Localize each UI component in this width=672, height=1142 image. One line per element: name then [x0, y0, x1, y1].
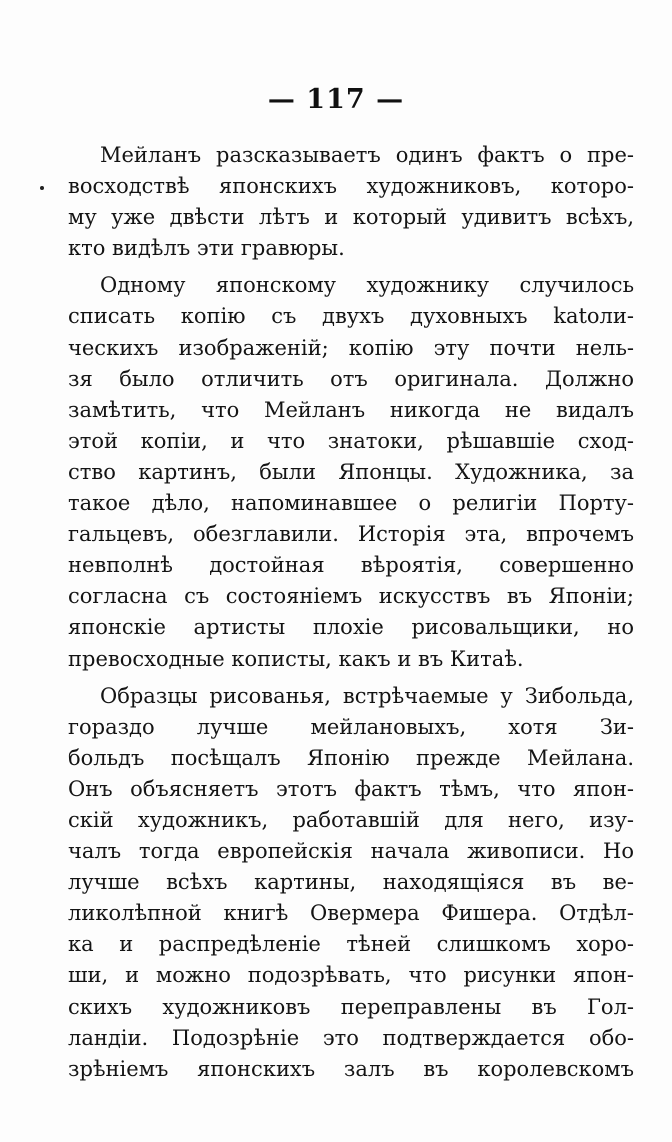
- text-line: гораздо лучше мейлановыхъ, хотя Зи-: [68, 714, 634, 739]
- text-line: зя было отличить отъ оригинала. Должно: [68, 366, 634, 391]
- text-line: восходствѣ японскихъ художниковъ, которо-: [68, 174, 634, 199]
- text-line: ческихъ изображеній; копію эту почти нель-: [68, 335, 634, 360]
- text-line: такое дѣло, напоминавшее о религіи Порту-: [68, 491, 634, 516]
- text-line: ши, и можно подозрѣвать, что рисунки япон-: [68, 963, 634, 988]
- text-line: больдъ посѣщалъ Японію прежде Мейлана.: [68, 745, 634, 770]
- text-line: ликолѣпной книгѣ Овермера Фишера. Отдѣл-: [68, 901, 634, 926]
- text-line: Одному японскому художнику случилось: [100, 273, 634, 298]
- text-line: ландіи. Подозрѣніе это подтверждается обо-: [68, 1025, 634, 1050]
- text-line: Онъ объясняетъ этотъ фактъ тѣмъ, что япон-: [68, 776, 634, 801]
- text-line: превосходные кописты, какъ и въ Китаѣ.: [68, 646, 524, 671]
- text-line: Образцы рисованья, встрѣчаемые у Зибольда,: [100, 683, 634, 708]
- body-text: [68, 140, 634, 1085]
- text-line: японскіе артисты плохіе рисовальщики, но: [68, 615, 634, 640]
- text-line: Мейланъ разсказываетъ одинъ фактъ о пре-: [100, 143, 634, 167]
- text-line: этой копіи, и что знатоки, рѣшавшіе сход-: [68, 428, 634, 453]
- text-line: ка и распредѣленіе тѣней слишкомъ хоро-: [68, 932, 634, 957]
- page-number: — 117 —: [267, 84, 405, 115]
- text-line: скихъ художниковъ переправлены въ Гол-: [68, 994, 634, 1019]
- text-line: чалъ тогда европейскія начала живописи. Но: [68, 839, 634, 864]
- text-line: му уже двѣсти лѣтъ и который удивитъ всѣхъ,: [68, 205, 634, 230]
- paragraph-1: [68, 140, 634, 264]
- text-line: ство картинъ, были Японцы. Художника, за: [68, 459, 634, 484]
- text-line: согласна съ состояніемъ искусствъ въ Японіи;: [68, 584, 634, 609]
- text-line: скій художникъ, работавшій для него, изу-: [68, 807, 634, 832]
- text-line: лучше всѣхъ картины, находящіяся въ ве-: [68, 870, 634, 895]
- text-line: зрѣніемъ японскихъ залъ въ королевскомъ: [68, 1056, 634, 1081]
- text-line: списать копію съ двухъ духовныхъ katoли-: [68, 304, 634, 329]
- text-line: невполнѣ достойная вѣроятія, совершенно: [68, 553, 634, 578]
- margin-ink-dot: [40, 186, 44, 190]
- paragraph-3: [68, 681, 634, 1085]
- text-line: кто видѣлъ эти гравюры.: [68, 236, 345, 261]
- text-line: замѣтить, что Мейланъ никогда не видалъ: [68, 397, 634, 422]
- paragraph-2: [68, 270, 634, 674]
- text-line: гальцевъ, обезглавили. Исторія эта, впрочемъ: [68, 522, 634, 547]
